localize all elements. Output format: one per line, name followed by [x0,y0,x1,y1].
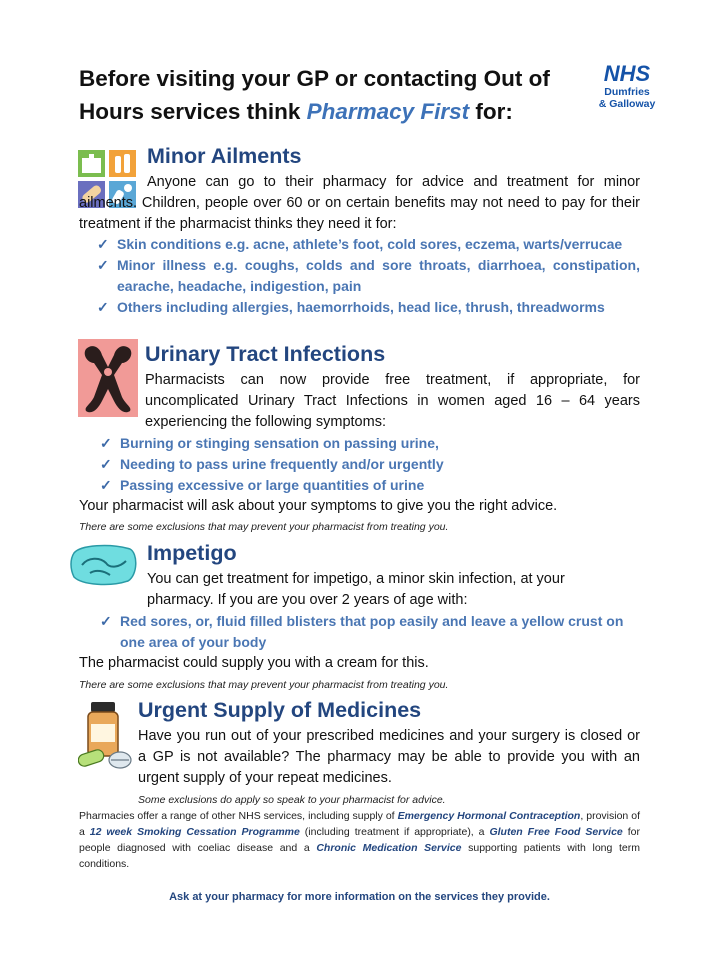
medicine-bottle-icon [78,700,134,770]
list-item: ✓ Minor illness e.g. coughs, colds and sore throats, diarrhoea, constipation, earache, headache, indigestion, pain [97,257,640,294]
section-title-minor-ailments: Minor Ailments [147,144,302,168]
nhs-mark: NHS [603,61,651,86]
minor-ailments-body: Anyone can go to their pharmacy for advice and treatment for minor ailments. Children, people over 60 or on certain benefits may not need to pay for their treatment if the pharmacist thinks they need it for: [79,174,640,232]
check-icon: ✓ [100,613,112,629]
check-icon: ✓ [100,456,112,472]
impetigo-exclusions-note: There are some exclusions that may prevent your pharmacist from treating you. [79,679,449,691]
other-services-text: Pharmacies offer a range of other NHS services, including supply of Emergency Hormonal Contraception, provision of a 12 week Smoking Cessation Programme (including treatment if appropriate), a Gluten Free Food Service for people diagnosed with coeliac disease and a Chronic Medication Service supporting patients with long term conditions. [79,810,640,870]
uti-symptom-list [100,433,640,496]
nhs-logo [596,62,658,110]
page-title: Before visiting your GP or contacting Out of Hours services think Pharmacy First for: [79,66,550,124]
section-title-impetigo: Impetigo [147,541,237,565]
list-item: ✓ Needing to pass urine frequently and/or urgently [100,454,640,475]
nhs-board-line1: Dumfries [604,86,650,98]
impetigo-cream-text: The pharmacist could supply you with a cream for this. [79,655,429,671]
service-smoking-cessation: 12 week Smoking Cessation Programme [89,826,300,838]
impetigo-body: You can get treatment for impetigo, a minor skin infection, at your pharmacy. If you are you over 2 years of age with: [147,571,565,608]
uti-advice: Your pharmacist will ask about your symptoms to give you the right advice. [79,498,558,514]
service-ehc: Emergency Hormonal Contraception [397,810,581,822]
impetigo-list [100,611,640,653]
footer-text: Ask at your pharmacy for more information on the services they provide. [169,891,550,903]
service-chronic-medication: Chronic Medication Service [316,842,462,854]
check-icon: ✓ [97,236,109,252]
list-item: ✓ Passing excessive or large quantities of urine [100,475,640,496]
uti-body: Pharmacists can now provide free treatment, if appropriate, for uncomplicated Urinary Tract Infections in women aged 16 – 64 years experiencing the following symptoms: [145,372,640,430]
pharmacy-first-highlight: Pharmacy First [306,99,470,124]
service-gluten-free: Gluten Free Food Service [489,826,623,838]
section-title-urgent-supply: Urgent Supply of Medicines [138,698,422,722]
section-title-uti: Urinary Tract Infections [145,342,386,366]
list-item: ✓ Red sores, or, fluid filled blisters that pop easily and leave a yellow crust on one area of your body [100,613,624,650]
check-icon: ✓ [97,299,109,315]
minor-ailments-list [97,234,640,318]
urgent-supply-note: Some exclusions do apply so speak to your pharmacist for advice. [138,794,446,806]
urinary-tract-icon [78,339,138,417]
check-icon: ✓ [97,257,109,273]
urgent-supply-body: Have you run out of your prescribed medicines and your surgery is closed or a GP is not available? The pharmacy may be able to provide you with an urgent supply of your repeat medicines. [138,728,640,786]
list-item: ✓ Others including allergies, haemorrhoids, head lice, thrush, threadworms [97,297,640,318]
check-icon: ✓ [100,435,112,451]
skin-cream-icon [70,543,140,587]
nhs-board-line2: & Galloway [598,98,656,110]
list-item: ✓ Skin conditions e.g. acne, athlete’s foot, cold sores, eczema, warts/verrucae [97,234,640,255]
list-item: ✓ Burning or stinging sensation on passing urine, [100,433,640,454]
uti-exclusions-note: There are some exclusions that may prevent your pharmacist from treating you. [79,521,449,533]
check-icon: ✓ [100,477,112,493]
